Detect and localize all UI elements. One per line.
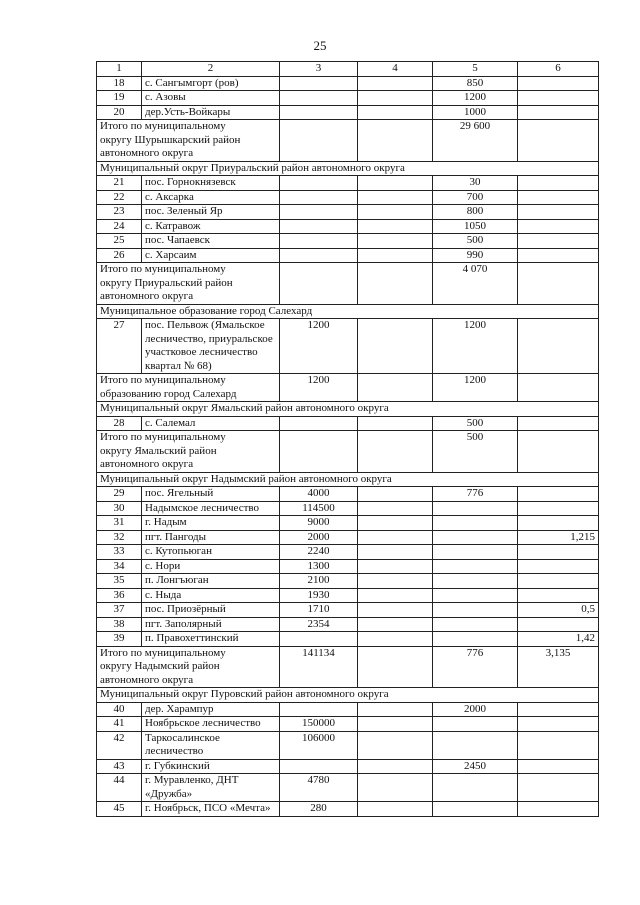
subtotal-label bbox=[97, 374, 280, 402]
cell-col5: 1200 bbox=[433, 91, 518, 106]
table-row bbox=[97, 176, 599, 191]
cell-col3: 1200 bbox=[280, 319, 358, 374]
row-number: 44 bbox=[97, 774, 142, 802]
cell-col4 bbox=[358, 120, 433, 162]
cell-col4 bbox=[358, 248, 433, 263]
row-number: 18 bbox=[97, 76, 142, 91]
subtotal-label-line: автономного округа bbox=[100, 147, 194, 159]
settlement-name: Ноябрьское лесничество bbox=[142, 717, 280, 732]
row-number: 31 bbox=[97, 516, 142, 531]
cell-col5: 1200 bbox=[433, 374, 518, 402]
cell-col4 bbox=[358, 545, 433, 560]
cell-col3 bbox=[280, 234, 358, 249]
section-header-row bbox=[97, 472, 599, 487]
cell-col6: 1,42 bbox=[518, 632, 599, 647]
cell-col4 bbox=[358, 702, 433, 717]
section-header-row bbox=[97, 688, 599, 703]
cell-col5 bbox=[433, 574, 518, 589]
cell-col6 bbox=[518, 516, 599, 531]
row-number: 37 bbox=[97, 603, 142, 618]
cell-col5: 1050 bbox=[433, 219, 518, 234]
cell-col3 bbox=[280, 76, 358, 91]
settlement-name: г. Ноябрьск, ПСО «Мечта» bbox=[142, 802, 280, 817]
table-row bbox=[97, 105, 599, 120]
data-table bbox=[96, 61, 599, 817]
subtotal-row bbox=[97, 120, 599, 162]
cell-col5 bbox=[433, 501, 518, 516]
table-row bbox=[97, 617, 599, 632]
settlement-name: пос. Приозёрный bbox=[142, 603, 280, 618]
settlement-name: дер. Харампур bbox=[142, 702, 280, 717]
table-header-row bbox=[97, 62, 599, 77]
cell-col5: 500 bbox=[433, 416, 518, 431]
subtotal-row bbox=[97, 431, 599, 473]
cell-col6 bbox=[518, 774, 599, 802]
settlement-name: пос. Чапаевск bbox=[142, 234, 280, 249]
cell-col4 bbox=[358, 588, 433, 603]
cell-col4 bbox=[358, 374, 433, 402]
cell-col3: 1200 bbox=[280, 374, 358, 402]
settlement-name: с. Аксарка bbox=[142, 190, 280, 205]
subtotal-label-line: округу Приуральский район bbox=[100, 276, 233, 289]
cell-col6 bbox=[518, 431, 599, 473]
subtotal-label-line: Итого по муниципальному bbox=[100, 374, 226, 386]
settlement-name: пос. Ягельный bbox=[142, 487, 280, 502]
row-number: 21 bbox=[97, 176, 142, 191]
cell-col4 bbox=[358, 603, 433, 618]
cell-col6 bbox=[518, 248, 599, 263]
col-header: 1 bbox=[97, 62, 142, 77]
cell-col4 bbox=[358, 234, 433, 249]
row-number: 33 bbox=[97, 545, 142, 560]
cell-col6 bbox=[518, 559, 599, 574]
cell-col5: 2450 bbox=[433, 759, 518, 774]
cell-col6 bbox=[518, 205, 599, 220]
cell-col6 bbox=[518, 759, 599, 774]
cell-col3 bbox=[280, 263, 358, 305]
row-number: 34 bbox=[97, 559, 142, 574]
subtotal-label bbox=[97, 646, 280, 688]
cell-col5: 1000 bbox=[433, 105, 518, 120]
settlement-name: Таркосалинское лесничество bbox=[142, 731, 280, 759]
cell-col6 bbox=[518, 487, 599, 502]
settlement-name: с. Кутопьюган bbox=[142, 545, 280, 560]
section-title: Муниципальный округ Пуровский район автономного округа bbox=[97, 688, 599, 703]
cell-col3 bbox=[280, 416, 358, 431]
cell-col3: 1710 bbox=[280, 603, 358, 618]
row-number: 29 bbox=[97, 487, 142, 502]
table-row bbox=[97, 91, 599, 106]
row-number: 19 bbox=[97, 91, 142, 106]
table-row bbox=[97, 76, 599, 91]
subtotal-label-line: автономного округа bbox=[100, 458, 194, 470]
cell-col5 bbox=[433, 717, 518, 732]
table-row bbox=[97, 574, 599, 589]
row-number: 45 bbox=[97, 802, 142, 817]
settlement-name: пос. Зеленый Яр bbox=[142, 205, 280, 220]
cell-col4 bbox=[358, 190, 433, 205]
subtotal-label-line: Итого по муниципальному bbox=[100, 263, 226, 275]
cell-col4 bbox=[358, 617, 433, 632]
cell-col4 bbox=[358, 176, 433, 191]
cell-col5 bbox=[433, 603, 518, 618]
section-header-row bbox=[97, 304, 599, 319]
table-row bbox=[97, 501, 599, 516]
table-row bbox=[97, 559, 599, 574]
subtotal-label-line: Итого по муниципальному bbox=[100, 120, 226, 132]
cell-col4 bbox=[358, 731, 433, 759]
row-number: 43 bbox=[97, 759, 142, 774]
subtotal-label-line: округу Шурышкарский район bbox=[100, 133, 241, 146]
cell-col5: 776 bbox=[433, 646, 518, 688]
cell-col6 bbox=[518, 545, 599, 560]
row-number: 40 bbox=[97, 702, 142, 717]
cell-col5: 500 bbox=[433, 234, 518, 249]
row-number: 20 bbox=[97, 105, 142, 120]
cell-col6 bbox=[518, 731, 599, 759]
table-row bbox=[97, 205, 599, 220]
settlement-name: Надымское лесничество bbox=[142, 501, 280, 516]
cell-col6 bbox=[518, 234, 599, 249]
cell-col4 bbox=[358, 530, 433, 545]
cell-col4 bbox=[358, 516, 433, 531]
table-row bbox=[97, 588, 599, 603]
row-number: 22 bbox=[97, 190, 142, 205]
cell-col3 bbox=[280, 205, 358, 220]
section-header-row bbox=[97, 161, 599, 176]
settlement-name: дер.Усть-Войкары bbox=[142, 105, 280, 120]
cell-col4 bbox=[358, 774, 433, 802]
subtotal-label bbox=[97, 431, 280, 473]
cell-col4 bbox=[358, 574, 433, 589]
row-number: 25 bbox=[97, 234, 142, 249]
cell-col5: 990 bbox=[433, 248, 518, 263]
table-row bbox=[97, 487, 599, 502]
table-row bbox=[97, 530, 599, 545]
cell-col3 bbox=[280, 120, 358, 162]
cell-col6 bbox=[518, 319, 599, 374]
row-number: 35 bbox=[97, 574, 142, 589]
section-header-row bbox=[97, 402, 599, 417]
table-row bbox=[97, 234, 599, 249]
col-header: 6 bbox=[518, 62, 599, 77]
settlement-name: г. Муравленко, ДНТ «Дружба» bbox=[142, 774, 280, 802]
settlement-name: с. Сангымгорт (ров) bbox=[142, 76, 280, 91]
cell-col6 bbox=[518, 588, 599, 603]
cell-col3 bbox=[280, 759, 358, 774]
col-header: 4 bbox=[358, 62, 433, 77]
subtotal-label-line: округу Ямальский район bbox=[100, 444, 217, 457]
subtotal-row bbox=[97, 374, 599, 402]
cell-col6: 1,215 bbox=[518, 530, 599, 545]
cell-col5: 700 bbox=[433, 190, 518, 205]
cell-col3 bbox=[280, 702, 358, 717]
table-row bbox=[97, 802, 599, 817]
cell-col6 bbox=[518, 91, 599, 106]
subtotal-label-line: автономного округа bbox=[100, 673, 194, 686]
cell-col4 bbox=[358, 487, 433, 502]
section-title: Муниципальное образование город Салехард bbox=[97, 304, 599, 319]
cell-col5 bbox=[433, 588, 518, 603]
cell-col6 bbox=[518, 105, 599, 120]
cell-col3: 106000 bbox=[280, 731, 358, 759]
cell-col5 bbox=[433, 559, 518, 574]
table-row bbox=[97, 603, 599, 618]
cell-col3 bbox=[280, 176, 358, 191]
row-number: 26 bbox=[97, 248, 142, 263]
settlement-name: пгт. Пангоды bbox=[142, 530, 280, 545]
cell-col3: 141134 bbox=[280, 646, 358, 688]
settlement-name: с. Нори bbox=[142, 559, 280, 574]
table-row bbox=[97, 731, 599, 759]
cell-col6 bbox=[518, 702, 599, 717]
settlement-name: с. Азовы bbox=[142, 91, 280, 106]
row-number: 41 bbox=[97, 717, 142, 732]
settlement-name: г. Губкинский bbox=[142, 759, 280, 774]
cell-col6 bbox=[518, 120, 599, 162]
cell-col3: 280 bbox=[280, 802, 358, 817]
cell-col5 bbox=[433, 617, 518, 632]
cell-col5: 30 bbox=[433, 176, 518, 191]
table-row bbox=[97, 717, 599, 732]
col-header: 2 bbox=[142, 62, 280, 77]
row-number: 38 bbox=[97, 617, 142, 632]
cell-col6 bbox=[518, 219, 599, 234]
cell-col4 bbox=[358, 559, 433, 574]
cell-col3: 114500 bbox=[280, 501, 358, 516]
cell-col5 bbox=[433, 516, 518, 531]
row-number: 30 bbox=[97, 501, 142, 516]
cell-col4 bbox=[358, 319, 433, 374]
section-title: Муниципальный округ Ямальский район автономного округа bbox=[97, 402, 599, 417]
row-number: 27 bbox=[97, 319, 142, 374]
subtotal-row bbox=[97, 263, 599, 305]
settlement-name: г. Надым bbox=[142, 516, 280, 531]
table-row bbox=[97, 759, 599, 774]
cell-col4 bbox=[358, 632, 433, 647]
row-number: 42 bbox=[97, 731, 142, 759]
settlement-name: с. Катравож bbox=[142, 219, 280, 234]
cell-col3: 1930 bbox=[280, 588, 358, 603]
subtotal-label-line: округу Надымский район bbox=[100, 660, 220, 672]
cell-col5: 4 070 bbox=[433, 263, 518, 305]
page-number: 25 bbox=[313, 38, 327, 53]
table-row bbox=[97, 545, 599, 560]
cell-col3: 2354 bbox=[280, 617, 358, 632]
cell-col4 bbox=[358, 263, 433, 305]
subtotal-label-line: образованию город Салехард bbox=[100, 387, 237, 400]
cell-col3 bbox=[280, 190, 358, 205]
settlement-name: пос. Пельвож (Ямальское лесничество, приуральское участковое лесничество квартал № 68) bbox=[142, 319, 280, 374]
cell-col3 bbox=[280, 431, 358, 473]
settlement-name: п. Лонгъюган bbox=[142, 574, 280, 589]
settlement-name: с. Харсаим bbox=[142, 248, 280, 263]
cell-col3: 2100 bbox=[280, 574, 358, 589]
cell-col3: 2000 bbox=[280, 530, 358, 545]
cell-col4 bbox=[358, 501, 433, 516]
cell-col5: 2000 bbox=[433, 702, 518, 717]
cell-col3 bbox=[280, 248, 358, 263]
cell-col4 bbox=[358, 205, 433, 220]
cell-col6 bbox=[518, 416, 599, 431]
section-title: Муниципальный округ Надымский район автономного округа bbox=[97, 472, 599, 487]
cell-col4 bbox=[358, 431, 433, 473]
cell-col3 bbox=[280, 632, 358, 647]
cell-col6 bbox=[518, 802, 599, 817]
table-row bbox=[97, 219, 599, 234]
cell-col5 bbox=[433, 731, 518, 759]
cell-col3: 9000 bbox=[280, 516, 358, 531]
cell-col5: 1200 bbox=[433, 319, 518, 374]
cell-col4 bbox=[358, 802, 433, 817]
cell-col6 bbox=[518, 263, 599, 305]
cell-col3: 4780 bbox=[280, 774, 358, 802]
cell-col6 bbox=[518, 717, 599, 732]
cell-col4 bbox=[358, 91, 433, 106]
cell-col3 bbox=[280, 91, 358, 106]
cell-col3 bbox=[280, 219, 358, 234]
cell-col5 bbox=[433, 774, 518, 802]
settlement-name: п. Правохеттинский bbox=[142, 632, 280, 647]
row-number: 32 bbox=[97, 530, 142, 545]
table-row bbox=[97, 774, 599, 802]
subtotal-label-line: автономного округа bbox=[100, 290, 194, 302]
cell-col5: 800 bbox=[433, 205, 518, 220]
cell-col6 bbox=[518, 617, 599, 632]
table-row bbox=[97, 416, 599, 431]
cell-col4 bbox=[358, 76, 433, 91]
subtotal-label bbox=[97, 263, 280, 305]
table-row bbox=[97, 516, 599, 531]
cell-col6: 3,135 bbox=[518, 646, 599, 688]
cell-col3: 2240 bbox=[280, 545, 358, 560]
cell-col4 bbox=[358, 646, 433, 688]
cell-col5: 776 bbox=[433, 487, 518, 502]
cell-col5: 500 bbox=[433, 431, 518, 473]
section-title: Муниципальный округ Приуральский район автономного округа bbox=[97, 161, 599, 176]
cell-col5: 850 bbox=[433, 76, 518, 91]
cell-col6 bbox=[518, 374, 599, 402]
cell-col3: 1300 bbox=[280, 559, 358, 574]
table-row bbox=[97, 702, 599, 717]
cell-col6 bbox=[518, 574, 599, 589]
cell-col5 bbox=[433, 632, 518, 647]
row-number: 28 bbox=[97, 416, 142, 431]
table-row bbox=[97, 319, 599, 374]
row-number: 36 bbox=[97, 588, 142, 603]
table-row bbox=[97, 248, 599, 263]
cell-col5 bbox=[433, 530, 518, 545]
subtotal-label bbox=[97, 120, 280, 162]
subtotal-row bbox=[97, 646, 599, 688]
cell-col3 bbox=[280, 105, 358, 120]
col-header: 3 bbox=[280, 62, 358, 77]
cell-col6 bbox=[518, 190, 599, 205]
settlement-name: с. Салемал bbox=[142, 416, 280, 431]
cell-col3: 150000 bbox=[280, 717, 358, 732]
cell-col4 bbox=[358, 416, 433, 431]
row-number: 23 bbox=[97, 205, 142, 220]
subtotal-label-line: Итого по муниципальному bbox=[100, 431, 226, 443]
cell-col5 bbox=[433, 802, 518, 817]
cell-col6: 0,5 bbox=[518, 603, 599, 618]
cell-col4 bbox=[358, 105, 433, 120]
cell-col6 bbox=[518, 76, 599, 91]
row-number: 24 bbox=[97, 219, 142, 234]
cell-col6 bbox=[518, 501, 599, 516]
cell-col4 bbox=[358, 219, 433, 234]
cell-col4 bbox=[358, 759, 433, 774]
cell-col4 bbox=[358, 717, 433, 732]
settlement-name: пгт. Заполярный bbox=[142, 617, 280, 632]
subtotal-label-line: Итого по муниципальному bbox=[100, 646, 226, 659]
table-row bbox=[97, 190, 599, 205]
settlement-name: с. Ныда bbox=[142, 588, 280, 603]
col-header: 5 bbox=[433, 62, 518, 77]
row-number: 39 bbox=[97, 632, 142, 647]
cell-col6 bbox=[518, 176, 599, 191]
cell-col3: 4000 bbox=[280, 487, 358, 502]
table-row bbox=[97, 632, 599, 647]
cell-col5 bbox=[433, 545, 518, 560]
cell-col5: 29 600 bbox=[433, 120, 518, 162]
settlement-name: пос. Горнокнязевск bbox=[142, 176, 280, 191]
